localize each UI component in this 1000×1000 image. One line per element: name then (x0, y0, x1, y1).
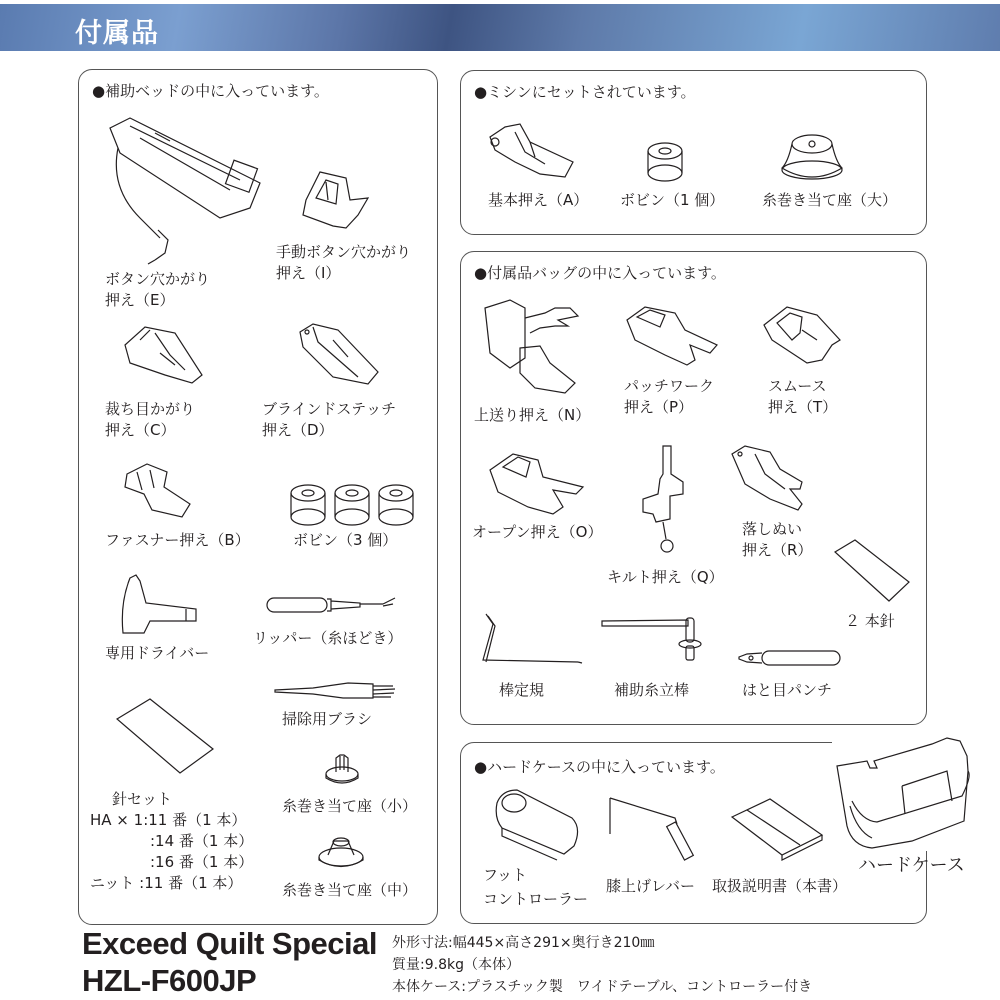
item-label: 糸巻き当て座（小） (282, 797, 418, 815)
item-label: 棒定規 (499, 681, 545, 699)
spec-weight: 質量:9.8kg（本体） (392, 957, 520, 973)
item-label: パッチワーク 押え（P） (624, 377, 715, 416)
screwdriver-icon (118, 573, 198, 635)
hard-case-icon (832, 726, 972, 851)
spool-cap-medium-icon (316, 833, 366, 869)
item-label: 手動ボタン穴かがり 押え（I） (276, 243, 412, 282)
item-label: キルト押え（Q） (607, 568, 724, 586)
item-label: はと目パンチ (742, 681, 833, 699)
walking-foot-icon (480, 298, 585, 398)
item-label: フット コントローラー (483, 866, 589, 908)
spec-case: 本体ケース:プラスチック製 ワイドテーブル、コントローラー付き (392, 979, 813, 995)
needle-set-icon (115, 697, 215, 777)
item-label: 落しぬい 押え（R） (742, 520, 813, 559)
blind-stitch-foot-icon (298, 322, 383, 390)
item-label: 上送り押え（N） (474, 406, 591, 424)
item-label: スムース 押え（T） (768, 377, 838, 416)
item-label: 補助糸立棒 (614, 681, 690, 699)
item-label: ボビン（1 個） (620, 191, 725, 209)
item-label: リッパー（糸ほどき） (253, 629, 403, 647)
cleaning-brush-icon (273, 680, 398, 702)
item-label: ブラインドステッチ 押え（D） (262, 400, 397, 439)
eyelet-punch-icon (737, 648, 843, 668)
stitch-in-ditch-foot-icon (730, 444, 810, 519)
section-header: ●ハードケースの中に入っています。 (474, 758, 725, 776)
spool-cap-large-icon (778, 132, 846, 184)
item-label: 取扱説明書（本書） (712, 877, 848, 895)
section-header: ●ミシンにセットされています。 (474, 83, 696, 101)
overcast-foot-icon (120, 325, 205, 390)
spool-cap-small-icon (322, 752, 362, 786)
foot-controller-icon (492, 788, 582, 858)
section-header: ●補助ベッドの中に入っています。 (92, 82, 329, 100)
bobbins-icon (288, 483, 416, 528)
item-label: ボビン（3 個） (293, 531, 398, 549)
item-label: 裁ち目かがり 押え（C） (105, 400, 196, 439)
item-label: オープン押え（O） (472, 523, 603, 541)
item-label: 膝上げレバー (606, 877, 695, 895)
quilting-guide-bar-icon (478, 612, 583, 667)
manual-buttonhole-foot-icon (298, 170, 373, 235)
title-banner (0, 4, 1000, 51)
bobbin-icon (645, 140, 685, 182)
zipper-foot-icon (122, 462, 194, 522)
section-header: ●付属品バッグの中に入っています。 (474, 264, 726, 282)
item-label: ファスナー押え（B） (105, 531, 250, 549)
twin-needle-icon (833, 538, 911, 604)
manual-icon (730, 797, 825, 862)
product-model: HZL-F600JP (82, 963, 257, 998)
item-label: 基本押え（A） (488, 191, 589, 209)
item-label: 糸巻き当て座（大） (762, 191, 898, 209)
item-label: ２ 本針 (845, 612, 895, 630)
item-label: ボタン穴かがり 押え（E） (105, 270, 211, 309)
product-specs (392, 932, 812, 998)
open-toe-foot-icon (488, 452, 588, 517)
spec-dimensions: 外形寸法:幅445×高さ291×奥行き210㎜ (392, 935, 655, 951)
page-title: 付属品 (75, 18, 159, 49)
spool-pin-icon (600, 616, 700, 666)
patchwork-foot-icon (625, 305, 720, 370)
item-label: 専用ドライバー (105, 644, 210, 662)
product-name: Exceed Quilt Special (82, 926, 377, 961)
item-label: 掃除用ブラシ (282, 710, 373, 728)
standard-foot-icon (485, 122, 575, 182)
item-label: ハードケース (858, 855, 965, 876)
seam-ripper-icon (265, 595, 400, 615)
item-label: 糸巻き当て座（中） (282, 881, 418, 899)
product-title (82, 925, 377, 999)
knee-lifter-icon (605, 796, 700, 864)
smooth-foot-icon (762, 305, 842, 365)
quilting-foot-icon (638, 444, 698, 554)
needle-set-label: 針セット HA × 1:11 番（1 本） :14 番（1 本） :16 番（1 本） ニット :11 番（1 本） (90, 790, 254, 892)
buttonhole-foot-icon (100, 108, 270, 268)
